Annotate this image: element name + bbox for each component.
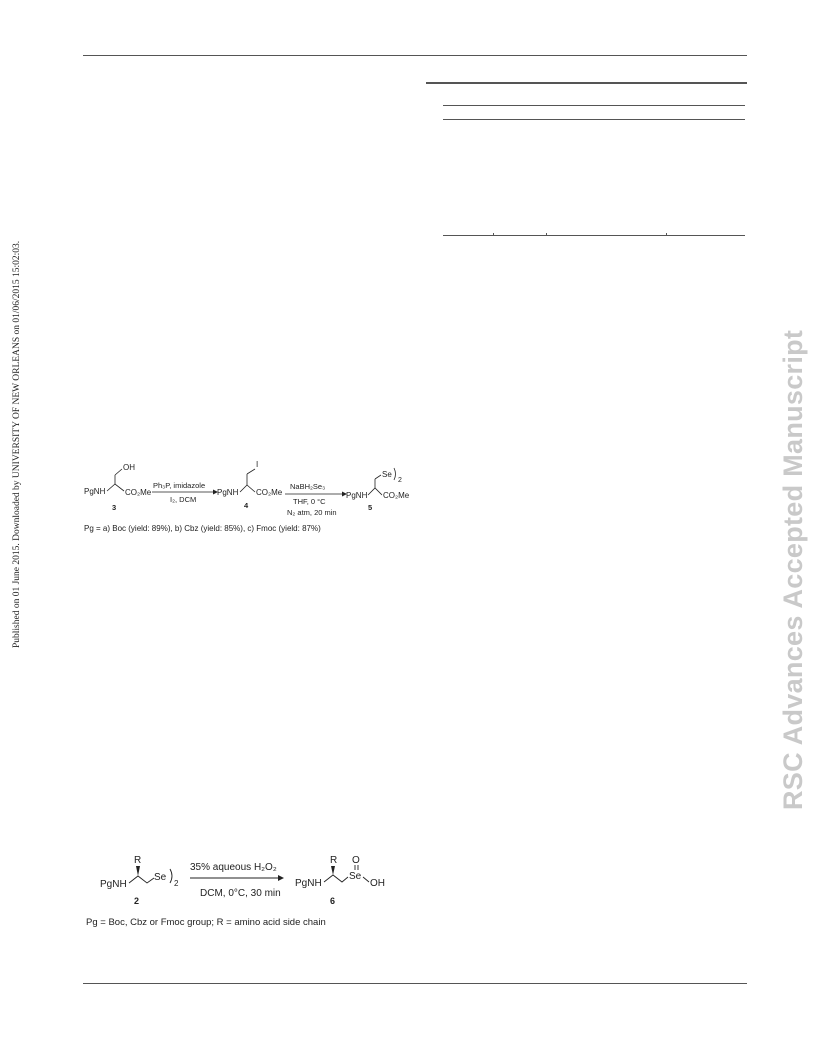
compound-4-ester: CO₂Me <box>256 488 283 497</box>
compound-3-backbone <box>107 484 124 491</box>
compound-5-backbone <box>368 488 382 495</box>
compound-2-subscript: 2 <box>174 879 179 888</box>
arrow-3-conditions: DCM, 0°C, 30 min <box>200 888 281 899</box>
table-column-divider <box>666 233 667 236</box>
arrow-3-head <box>278 875 284 881</box>
header-rule <box>83 55 747 56</box>
compound-3-oh-bond <box>115 469 122 475</box>
compound-3 <box>84 463 152 512</box>
compound-2-bracket <box>170 869 172 883</box>
compound-5 <box>346 468 410 512</box>
compound-4-iodo-bond <box>247 469 255 474</box>
published-download-line: Published on 01 June 2015. Downloaded by UNIVERSITY OF NEW ORLEANS on 01/06/2015 15:02:03. <box>12 240 22 648</box>
reaction-arrow-1 <box>152 481 218 504</box>
arrow-3-reagents-above: 35% aqueous H₂O₂ <box>190 862 277 873</box>
arrow-2-conditions-2: N₂ atm, 20 min <box>287 508 337 517</box>
compound-5-se-bond <box>375 475 381 479</box>
compound-3-ester: CO₂Me <box>125 488 152 497</box>
compound-2-backbone <box>129 876 154 883</box>
compound-2-number: 2 <box>134 896 140 906</box>
arrow-1-reagents-below: I₂, DCM <box>170 495 197 504</box>
compound-5-bracket <box>394 468 396 480</box>
footer-rule <box>83 983 747 984</box>
compound-6-wedge <box>331 866 335 875</box>
compound-6-number: 6 <box>330 896 336 906</box>
table-column-divider <box>546 233 547 236</box>
compound-3-number: 3 <box>112 503 117 512</box>
compound-6-oxygen: O <box>352 855 360 866</box>
compound-6-r: R <box>330 855 338 866</box>
reaction-arrow-3 <box>190 862 284 899</box>
reaction-arrow-2 <box>285 482 347 517</box>
arrow-2-reagents-above: NaBH₂Se₃ <box>290 482 326 491</box>
compound-2 <box>100 855 179 906</box>
scheme2-caption: Pg = Boc, Cbz or Fmoc group; R = amino acid side chain <box>86 917 326 928</box>
compound-4-iodo: I <box>256 460 259 469</box>
table-header-rule-2 <box>443 119 745 120</box>
compound-3-oh: OH <box>123 463 135 472</box>
compound-5-subscript: 2 <box>398 477 402 484</box>
scheme2-reaction <box>96 850 396 915</box>
compound-4-pgnh: PgNH <box>217 488 239 497</box>
table-header-rule-1 <box>443 105 745 106</box>
compound-6-pgnh: PgNH <box>295 878 322 889</box>
compound-6-oh: OH <box>370 878 385 889</box>
compound-5-se: Se <box>382 470 392 479</box>
compound-5-number: 5 <box>368 503 373 512</box>
table-bottom-rule <box>443 235 745 236</box>
compound-6-oh-bond <box>363 877 369 882</box>
compound-3-pgnh: PgNH <box>84 487 106 496</box>
compound-4 <box>217 460 283 510</box>
compound-5-pgnh: PgNH <box>346 491 368 500</box>
compound-2-r: R <box>134 855 142 866</box>
compound-4-number: 4 <box>244 501 249 510</box>
compound-6 <box>295 855 385 906</box>
compound-5-ester: CO₂Me <box>383 491 410 500</box>
compound-2-pgnh: PgNH <box>100 879 127 890</box>
compound-6-se: Se <box>349 871 362 882</box>
table-top-rule <box>426 82 747 84</box>
compound-6-backbone <box>324 875 348 882</box>
compound-4-backbone <box>240 485 255 492</box>
compound-2-wedge <box>136 866 140 876</box>
table-column-divider <box>493 233 494 236</box>
arrow-1-reagents-above: Ph₃P, imidazole <box>153 481 206 490</box>
scheme1-reaction <box>80 455 415 520</box>
accepted-manuscript-watermark: RSC Advances Accepted Manuscript <box>778 329 808 810</box>
scheme1-caption: Pg = a) Boc (yield: 89%), b) Cbz (yield: 85%), c) Fmoc (yield: 87%) <box>84 524 321 533</box>
arrow-2-conditions-1: THF, 0 °C <box>293 497 326 506</box>
compound-2-se: Se <box>154 872 167 883</box>
